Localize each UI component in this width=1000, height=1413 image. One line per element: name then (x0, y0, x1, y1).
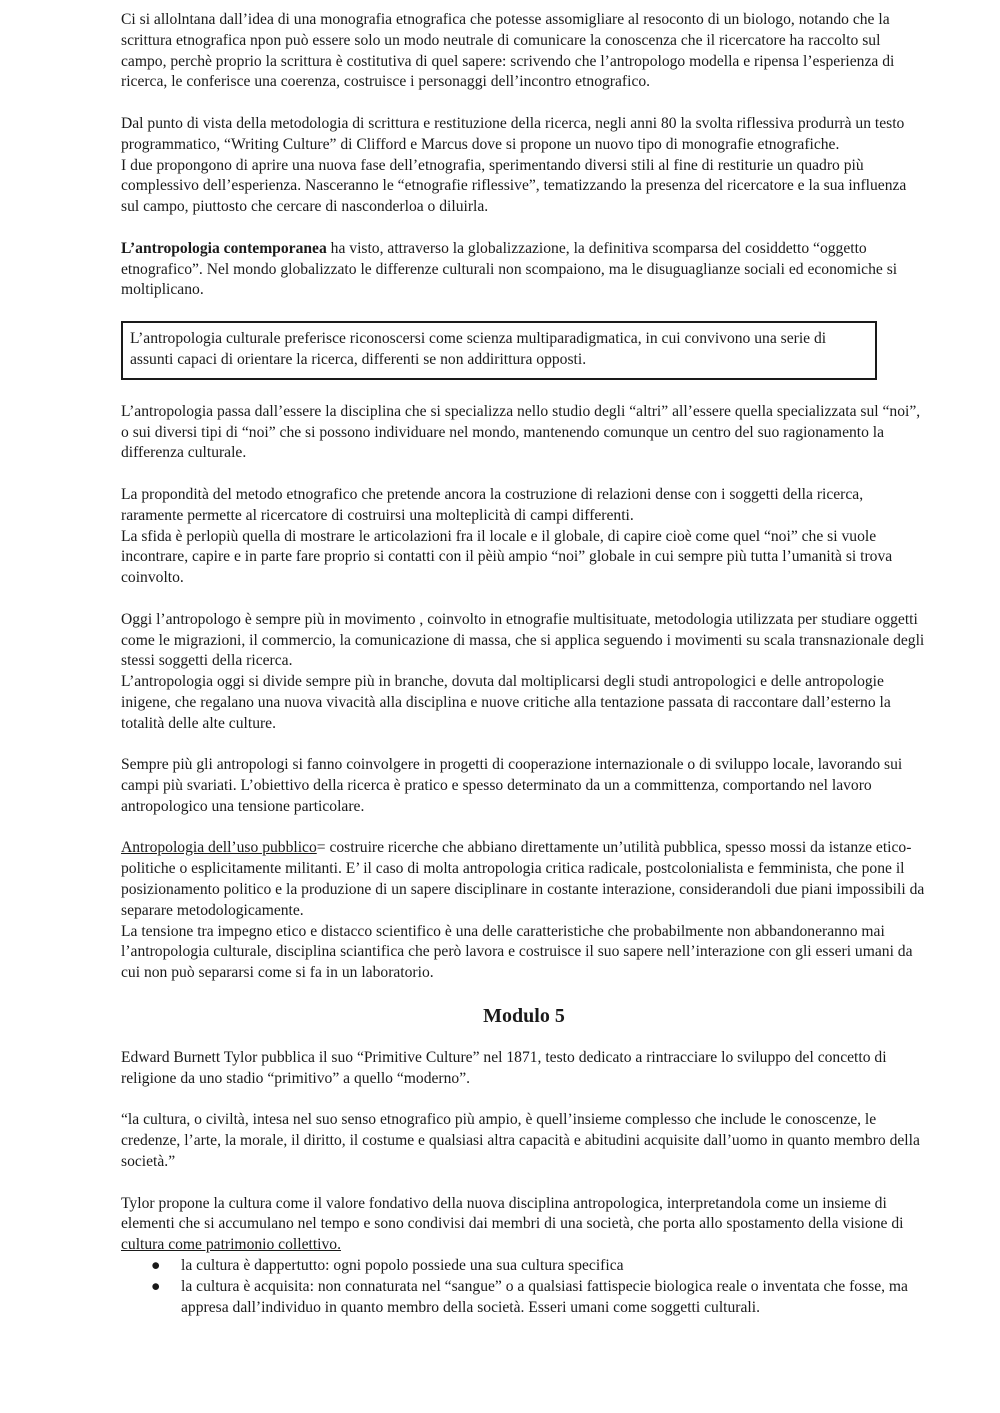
paragraph-ethical-tension: La tensione tra impegno etico e distacco scientifico è una delle caratteristiche che probabilmente non abbandoneranno mai l’antropologia culturale, disciplina sciantifica che però lavora e costruisce il suo sapere nell’interazione con gli esseri umani da cui non può separarsi come si fa in un laboratorio. (121, 922, 913, 982)
paragraph-tylor: Edward Burnett Tylor pubblica il suo “Primitive Culture” nel 1871, testo dedicato a rintracciare lo sviluppo del concetto di religione da uno stadio “primitivo” a quello “moderno”. (121, 1049, 887, 1087)
paragraph-branches: L’antropologia oggi si divide sempre più in branche, dovuta dal moltiplicarsi degli studi antropologici e delle antropologie inigene, che regalano una nuova vivacità alla disciplina e nuove critiche alla tentazione passata di raccontare dall’esterno la totalità delle alte culture. (121, 673, 891, 732)
list-item-text: la cultura è dappertutto: ogni popolo possiede una sua cultura specifica (181, 1257, 624, 1275)
paragraph-ethnographic-depth: La propondità del metodo etnografico che pretende ancora la costruzione di relazioni dense con i soggetti della ricerca, raramente permette al ricercatore di costruirsi una molteplicità di campi differenti. (121, 485, 864, 524)
underlined-term-collective-heritage: cultura come patrimonio collettivo. (121, 1236, 341, 1254)
highlight-box (121, 321, 877, 380)
paragraph-public-anthropology (121, 838, 927, 921)
paragraph-contemporary-anthropology (121, 239, 927, 301)
bullet-icon: ● (151, 1277, 161, 1295)
section-heading: Modulo 5 (483, 1005, 565, 1028)
bullet-list (121, 1256, 927, 1318)
paragraph-text: Tylor propone la cultura come il valore fondativo della nuova disciplina antropologica, interpretandola come un insieme di elementi che si accumulano nel tempo e sono condivisi dai membri di una società, che porta allo spostamento della visione di (121, 1194, 904, 1233)
list-item (151, 1256, 927, 1277)
underlined-term-public-anthropology: Antropologia dell’uso pubblico (121, 839, 317, 857)
bullet-icon: ● (151, 1257, 161, 1275)
paragraph-local-global: La sfida è perlopiù quella di mostrare le articolazioni fra il locale e il globale, di capire cioè come quel “noi” che si vuole incontrare, capire e in parte fare proprio si contatti con il pèiù ampio “noi” globale in cui sempre più tutta l’umanità si trova coinvolto. (121, 527, 893, 587)
paragraph-writing-culture: Dal punto di vista della metodologia di scrittura e restituzione della ricerca, negli anni 80 la svolta riflessiva produrrà un testo programmatico, “Writing Culture” di Clifford e Marcus dove si propone un nuovo tipo di monografie etnografiche. (121, 114, 905, 153)
paragraph-tylor-quote: “la cultura, o civiltà, intesa nel suo senso etnografico più ampio, è quell’insieme complesso che include le conoscenze, le credenze, l’arte, la morale, il diritto, il costume e qualsiasi altra capacità e abitudini acquisite dall’uomo in quanto membro della società.” (121, 1111, 920, 1171)
paragraph-cooperation: Sempre più gli antropologi si fanno coinvolgere in progetti di cooperazione internazionale o di sviluppo locale, lavorando sui campi più svariati. L’obiettivo della ricerca è pratico e spesso determinato da un a committenza, comportando nel lavoro antropologico una tensione particolare. (121, 756, 903, 815)
list-item-text: la cultura è acquisita: non connaturata nel “sangue” o a qualsiasi fattispecie biologica reale o inventata che fosse, ma appresa dall’individuo in quanto membro della società. Esseri umani come soggetti culturali. (181, 1277, 908, 1316)
paragraph-culture-heritage (121, 1194, 927, 1256)
bold-term-contemporary-anthropology: L’antropologia contemporanea (121, 239, 327, 257)
paragraph-multisited: Oggi l’antropologo è sempre più in movimento , coinvolto in etnografie multisituate, metodologia utilizzata per studiare oggetti come le migrazioni, il commercio, la comunicazione di massa, che si applica seguendo i movimenti su scala transnazionale degli stessi soggetti della ricerca. (121, 610, 925, 670)
list-item (151, 1277, 927, 1319)
highlight-box-text: L’antropologia culturale preferisce riconoscersi come scienza multiparadigmatica, in cui convivono una serie di assunti capaci di orientare la ricerca, differenti se non addirittura opposti. (130, 330, 827, 368)
paragraph-others-to-us: L’antropologia passa dall’essere la disciplina che si specializza nello studio degli “altri” all’essere quella specializzata sul “noi”, o sui diversi tipi di “noi” che si possono individuare nel mondo, mantenendo comunque un centro del suo ragionamento la differenza culturale. (121, 402, 921, 462)
paragraph-writing-ethnography: Ci si allolntana dall’idea di una monografia etnografica che potesse assomigliare al resoconto di un biologo, notando che la scrittura etnografica npon può essere solo un modo neutrale di comunicare la conoscenza che il ricercatore ha raccolto sul campo, perchè proprio la scrittura è costitutiva di quel sapere: scrivendo che l’antropologo modella e ripensa l’esperienza di ricerca, le conferisce una coerenza, costruisce i personaggi dell’incontro etnografico. (121, 11, 895, 91)
document-page (121, 10, 927, 1318)
paragraph-reflexive-ethnographies: I due propongono di aprire una nuova fase dell’etnografia, sperimentando diversi stili al fine di restiturie un quadro più complessivo dell’esperienza. Nasceranno le “etnografie riflessive”, tematizzando la presenza del ricercatore e la sua influenza sul campo, piuttosto che cercare di nasconderloa o diluirla. (121, 156, 907, 216)
paragraph-text: = costruire ricerche che abbiano direttamente un’utilità pubblica, spesso mossi da istanze etico-politiche o esplicitamente militanti. E’ il caso di molta antropologia critica radicale, postcolonialista e femminista, che pone il posizionamento politico e la produzione di un sapere disciplinare in costante interazione, considerandoli due piani impossibili da separare metodologicamente. (121, 839, 925, 919)
paragraph-text: ha visto, attraverso la globalizzazione, la definitiva scomparsa del cosiddetto “oggetto etnografico”. Nel mondo globalizzato le differenze culturali non scompaiono, ma le disuguaglianze sociali ed economiche si moltiplicano. (121, 239, 898, 299)
